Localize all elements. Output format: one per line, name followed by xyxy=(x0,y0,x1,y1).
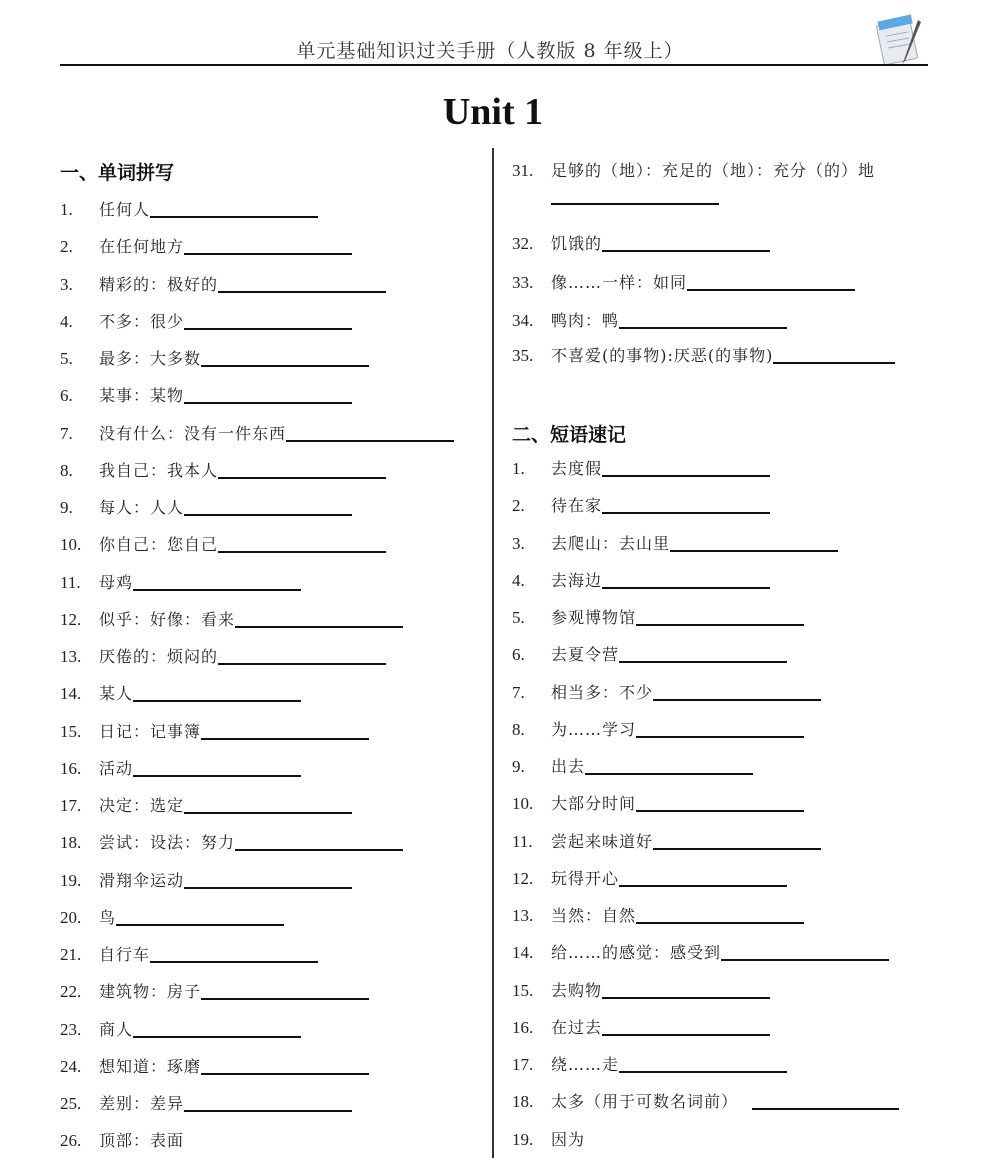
list-item xyxy=(512,606,804,630)
item-prompt: 出去 xyxy=(551,757,586,776)
item-prompt: 当然：自然 xyxy=(551,906,637,925)
list-item xyxy=(60,943,318,967)
answer-blank[interactable] xyxy=(636,810,804,812)
list-item xyxy=(60,720,369,744)
item-prompt: 在过去 xyxy=(551,1017,603,1037)
item-prompt: 大部分时间 xyxy=(551,794,637,814)
item-prompt: 你自己：您自己 xyxy=(99,535,219,555)
answer-blank[interactable] xyxy=(184,328,352,330)
item-number: 15. xyxy=(60,721,82,741)
list-item xyxy=(512,979,770,1003)
list-item xyxy=(512,941,889,965)
item-prompt: 鸟 xyxy=(99,907,117,927)
answer-blank[interactable] xyxy=(133,700,301,702)
item-number: 10. xyxy=(512,794,534,814)
answer-blank[interactable] xyxy=(636,736,804,738)
item-number: 3. xyxy=(60,274,73,294)
item-number: 4. xyxy=(60,311,73,331)
item-prompt: 太多（用于可数名词前） xyxy=(551,1092,739,1112)
list-item xyxy=(512,1090,899,1114)
answer-blank[interactable] xyxy=(653,848,821,850)
item-number: 26. xyxy=(60,1131,82,1151)
item-prompt: 去度假 xyxy=(551,459,603,478)
item-prompt: 最多：大多数 xyxy=(99,349,202,368)
answer-blank[interactable] xyxy=(619,327,787,329)
answer-blank[interactable] xyxy=(551,203,719,205)
list-item xyxy=(60,198,318,222)
answer-blank[interactable] xyxy=(218,663,386,665)
item-number: 5. xyxy=(512,608,525,627)
item-number: 32. xyxy=(512,234,534,253)
item-prompt: 活动 xyxy=(99,758,134,778)
section-title-word-spelling: 一、单词拼写 xyxy=(60,162,175,184)
list-item xyxy=(512,532,838,556)
item-prompt: 去购物 xyxy=(551,980,603,1000)
item-prompt: 去爬山：去山里 xyxy=(551,533,671,553)
list-item xyxy=(60,869,352,893)
list-item xyxy=(60,980,369,1004)
item-number: 6. xyxy=(512,645,525,665)
answer-blank[interactable] xyxy=(619,661,787,663)
list-item xyxy=(60,1129,184,1153)
answer-blank[interactable] xyxy=(184,887,352,889)
item-number: 11. xyxy=(512,831,533,851)
item-number: 20. xyxy=(60,907,82,927)
answer-blank[interactable] xyxy=(184,514,352,516)
answer-blank[interactable] xyxy=(184,812,352,814)
list-item xyxy=(60,235,352,259)
answer-blank[interactable] xyxy=(201,1073,369,1075)
item-prompt: 因为 xyxy=(551,1129,586,1149)
item-number: 4. xyxy=(512,570,525,590)
item-number: 34. xyxy=(512,311,534,330)
item-number: 35. xyxy=(512,346,534,365)
list-item xyxy=(512,271,855,295)
item-prompt: 滑翔伞运动 xyxy=(99,870,185,890)
list-item xyxy=(60,496,352,520)
item-prompt: 尝起来味道好 xyxy=(551,831,654,851)
item-number: 1. xyxy=(512,459,525,478)
item-prompt: 绕……走 xyxy=(551,1055,620,1074)
item-prompt: 建筑物：房子 xyxy=(99,982,202,1002)
item-prompt: 去海边 xyxy=(551,570,603,590)
answer-blank[interactable] xyxy=(218,551,386,553)
answer-blank[interactable] xyxy=(619,1071,787,1073)
answer-blank[interactable] xyxy=(687,289,855,291)
answer-blank[interactable] xyxy=(670,550,838,552)
answer-blank[interactable] xyxy=(201,738,369,740)
item-prompt: 不喜爱(的事物):厌恶(的事物) xyxy=(551,346,774,365)
list-item xyxy=(512,718,804,742)
answer-blank[interactable] xyxy=(133,1036,301,1038)
item-number: 19. xyxy=(512,1129,534,1149)
list-item xyxy=(60,906,284,930)
item-number: 11. xyxy=(60,572,81,592)
item-number: 23. xyxy=(60,1019,82,1039)
answer-blank[interactable] xyxy=(235,626,403,628)
item-number: 9. xyxy=(60,498,73,517)
list-item xyxy=(512,457,770,481)
list-item xyxy=(60,608,403,632)
answer-blank[interactable] xyxy=(602,475,770,477)
item-number: 3. xyxy=(512,533,525,553)
item-number: 14. xyxy=(512,943,534,963)
item-prompt: 厌倦的：烦闷的 xyxy=(99,647,219,666)
list-item xyxy=(60,757,301,781)
list-item xyxy=(512,1016,770,1040)
item-prompt: 日记：记事簿 xyxy=(99,721,202,741)
list-item xyxy=(512,904,804,928)
item-prompt: 似乎：好像：看来 xyxy=(99,609,236,629)
list-item xyxy=(60,273,386,297)
item-prompt: 自行车 xyxy=(99,945,151,964)
item-prompt: 某人 xyxy=(99,684,134,704)
answer-blank[interactable] xyxy=(235,849,403,851)
item-prompt: 去夏令营 xyxy=(551,645,620,665)
item-prompt: 决定：选定 xyxy=(99,796,185,815)
section-title-phrase-memorization: 二、短语速记 xyxy=(512,424,627,446)
item-number: 8. xyxy=(512,719,525,739)
list-item xyxy=(512,643,787,667)
item-prompt: 尝试：设法：努力 xyxy=(99,833,236,853)
item-number: 31. xyxy=(512,161,534,180)
answer-blank[interactable] xyxy=(619,885,787,887)
item-number: 13. xyxy=(60,647,82,666)
answer-blank[interactable] xyxy=(585,773,753,775)
item-prompt: 饥饿的 xyxy=(551,234,603,253)
column-divider xyxy=(492,148,494,1158)
answer-blank[interactable] xyxy=(150,216,318,218)
item-number: 16. xyxy=(60,758,82,778)
list-item xyxy=(512,159,875,183)
answer-blank[interactable] xyxy=(184,253,352,255)
list-item xyxy=(60,831,403,855)
item-number: 18. xyxy=(60,833,82,853)
answer-blank[interactable] xyxy=(636,624,804,626)
item-number: 24. xyxy=(60,1056,82,1076)
answer-blank[interactable] xyxy=(116,924,284,926)
list-item xyxy=(60,571,301,595)
list-item xyxy=(60,347,369,371)
item-prompt: 母鸡 xyxy=(99,572,134,592)
list-item xyxy=(60,459,386,483)
item-number: 13. xyxy=(512,906,534,925)
answer-blank[interactable] xyxy=(133,589,301,591)
item-number: 8. xyxy=(60,460,73,480)
item-prompt: 没有什么：没有一件东西 xyxy=(99,423,287,443)
answer-blank[interactable] xyxy=(773,362,895,364)
list-item xyxy=(60,533,386,557)
item-prompt: 商人 xyxy=(99,1019,134,1039)
item-prompt: 鸭肉：鸭 xyxy=(551,311,620,330)
item-prompt: 为……学习 xyxy=(551,719,637,739)
item-number: 6. xyxy=(60,386,73,406)
list-item xyxy=(512,830,821,854)
answer-blank[interactable] xyxy=(133,775,301,777)
answer-blank[interactable] xyxy=(201,365,369,367)
list-item xyxy=(60,384,352,408)
list-item xyxy=(512,344,895,368)
item-prompt: 差别：差异 xyxy=(99,1094,185,1113)
item-prompt: 玩得开心 xyxy=(551,868,620,888)
item-prompt: 顶部：表面 xyxy=(99,1131,185,1151)
answer-blank[interactable] xyxy=(184,402,352,404)
item-prompt: 某事：某物 xyxy=(99,386,185,406)
list-item xyxy=(512,569,770,593)
list-item xyxy=(60,794,352,818)
item-number: 22. xyxy=(60,982,82,1002)
answer-blank[interactable] xyxy=(752,1108,899,1110)
list-item xyxy=(512,309,787,333)
item-prompt: 给……的感觉：感受到 xyxy=(551,943,722,963)
item-number: 5. xyxy=(60,349,73,368)
answer-blank[interactable] xyxy=(653,699,821,701)
item-number: 2. xyxy=(512,496,525,516)
list-item xyxy=(60,310,352,334)
answer-blank[interactable] xyxy=(286,440,454,442)
answer-blank[interactable] xyxy=(602,997,770,999)
answer-blank[interactable] xyxy=(721,959,889,961)
item-prompt: 参观博物馆 xyxy=(551,608,637,627)
item-prompt: 在任何地方 xyxy=(99,237,185,257)
item-prompt: 每人：人人 xyxy=(99,498,185,517)
list-item xyxy=(60,1092,352,1116)
item-number: 15. xyxy=(512,980,534,1000)
header-divider xyxy=(60,64,928,66)
item-number: 7. xyxy=(60,423,73,443)
list-item xyxy=(512,681,821,705)
item-number: 10. xyxy=(60,535,82,555)
list-item xyxy=(60,1055,369,1079)
answer-blank[interactable] xyxy=(150,961,318,963)
answer-blank[interactable] xyxy=(602,250,770,252)
list-item xyxy=(512,1128,585,1152)
answer-blank[interactable] xyxy=(218,291,386,293)
unit-title: Unit 1 xyxy=(442,91,544,133)
item-prompt: 精彩的：极好的 xyxy=(99,274,219,294)
answer-blank[interactable] xyxy=(184,1110,352,1112)
item-number: 12. xyxy=(60,609,82,629)
list-item xyxy=(512,232,770,256)
answer-blank[interactable] xyxy=(636,922,804,924)
item-number: 12. xyxy=(512,868,534,888)
item-prompt: 待在家 xyxy=(551,496,603,516)
item-number: 17. xyxy=(60,796,82,815)
list-item xyxy=(512,755,753,779)
list-item xyxy=(512,867,787,891)
item-number: 14. xyxy=(60,684,82,704)
list-item xyxy=(512,1053,787,1077)
item-number: 16. xyxy=(512,1017,534,1037)
list-item xyxy=(60,645,386,669)
answer-blank[interactable] xyxy=(218,477,386,479)
item-prompt: 不多：很少 xyxy=(99,311,185,331)
list-item xyxy=(60,422,454,446)
item-number: 7. xyxy=(512,682,525,702)
list-item xyxy=(512,792,804,816)
header-title: 单元基础知识过关手册（人教版 8 年级上） xyxy=(296,40,684,62)
item-prompt: 想知道：琢磨 xyxy=(99,1056,202,1076)
answer-blank[interactable] xyxy=(602,587,770,589)
item-number: 21. xyxy=(60,945,82,964)
item-number: 1. xyxy=(60,200,73,219)
item-number: 33. xyxy=(512,273,534,292)
item-number: 17. xyxy=(512,1055,534,1074)
answer-blank[interactable] xyxy=(201,998,369,1000)
item-number: 19. xyxy=(60,870,82,890)
item-prompt: 像……一样：如同 xyxy=(551,273,688,292)
list-item xyxy=(60,682,301,706)
item-number: 18. xyxy=(512,1092,534,1112)
item-number: 2. xyxy=(60,237,73,257)
answer-blank[interactable] xyxy=(602,1034,770,1036)
list-item xyxy=(60,1018,301,1042)
notepad-pencil-icon xyxy=(874,14,926,66)
item-number: 25. xyxy=(60,1094,82,1113)
item-number: 9. xyxy=(512,757,525,776)
item-prompt: 我自己：我本人 xyxy=(99,460,219,480)
item-prompt: 相当多：不少 xyxy=(551,682,654,702)
item-prompt: 任何人 xyxy=(99,200,151,219)
answer-blank[interactable] xyxy=(602,512,770,514)
list-item xyxy=(512,494,770,518)
item-prompt: 足够的（地）：充足的（地）：充分（的）地 xyxy=(551,161,876,180)
